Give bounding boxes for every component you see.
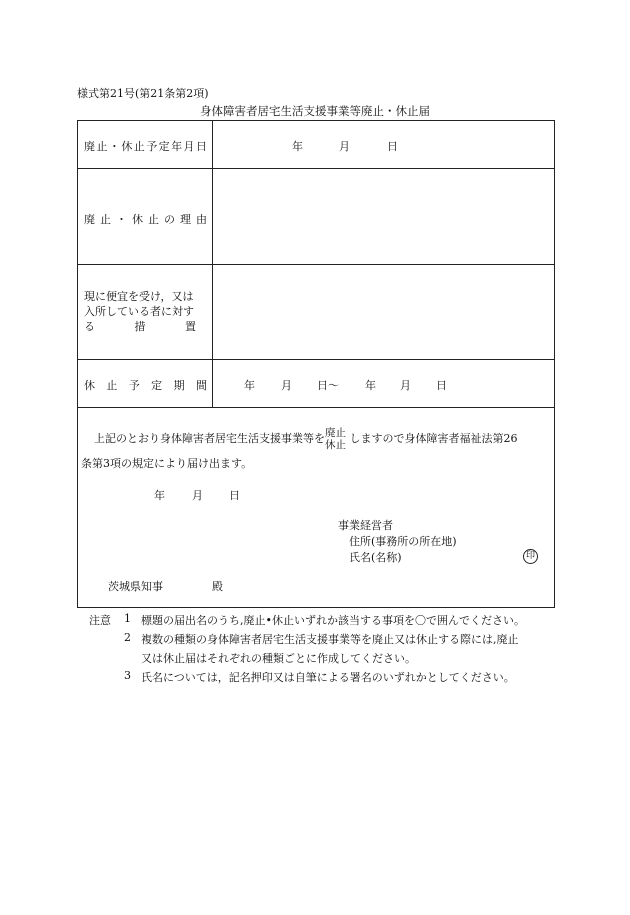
note-3-number: 3: [124, 669, 131, 682]
addressee: 茨城県知事: [108, 580, 163, 593]
note-1-number: 1: [124, 612, 131, 625]
measures-field[interactable]: [213, 265, 554, 359]
seal-mark-icon: 印: [523, 549, 538, 564]
submission-month-field[interactable]: 月: [192, 489, 203, 502]
declaration-line-2: 条第3項の規定により届け出ます。: [81, 457, 253, 470]
honorific: 殿: [212, 580, 223, 593]
note-3-text: 氏名については，記名押印又は自筆による署名のいずれかとしてください。: [141, 671, 515, 684]
operator-heading: 事業経営者: [338, 519, 393, 532]
name-label: 氏名(名称): [349, 551, 402, 564]
row-divider: [78, 359, 554, 360]
note-2-number: 2: [124, 631, 131, 644]
notes-label: 注意: [89, 614, 111, 627]
note-2-text: 複数の種類の身体障害者居宅生活支援事業等を廃止又は休止する際には,廃止: [141, 633, 519, 646]
address-label: 住所(事務所の所在地): [349, 535, 457, 548]
date-year-field[interactable]: 年: [292, 140, 303, 153]
declaration-line-1: 上記のとおり身体障害者居宅生活支援事業等を廃止 休止 しますので身体障害者福祉法第26: [94, 427, 518, 451]
period-to-day[interactable]: 日: [436, 379, 447, 392]
submission-day-field[interactable]: 日: [229, 489, 240, 502]
period-to-month[interactable]: 月: [400, 379, 411, 392]
note-1-text: 標題の届出名のうち,廃止•休止いずれか該当する事項を〇で囲んでください。: [141, 614, 525, 627]
reason-field[interactable]: [213, 169, 554, 264]
option-suspend[interactable]: 休止: [325, 439, 346, 451]
period-from-year[interactable]: 年: [244, 379, 255, 392]
suspension-period-label: 休 止 予 定 期 間: [84, 379, 207, 392]
form-number: 様式第21号(第21条第2項): [77, 87, 209, 100]
abolish-suspend-options[interactable]: [325, 427, 346, 451]
document-title: 身体障害者居宅生活支援事業等廃止・休止届: [200, 104, 430, 118]
submission-year-field[interactable]: 年: [154, 489, 165, 502]
row-divider: [78, 407, 554, 408]
reason-label: 廃 止 ・ 休 止 の 理 由: [84, 213, 207, 226]
notification-form-table: [77, 120, 555, 608]
date-month-field[interactable]: 月: [339, 140, 350, 153]
option-abolish[interactable]: 廃止: [325, 427, 346, 439]
note-2-text-cont: 又は休止届はそれぞれの種類ごとに作成してください。: [141, 652, 416, 665]
date-day-field[interactable]: 日: [387, 140, 398, 153]
period-from-month[interactable]: 月: [281, 379, 292, 392]
period-from-day[interactable]: 日〜: [317, 379, 339, 392]
measures-label: 現に便宜を受け，又は 入所している者に対す る 措 置: [84, 290, 196, 333]
period-to-year[interactable]: 年: [365, 379, 376, 392]
scheduled-date-label: 廃 止 ・ 休 止 予 定 年 月 日: [84, 140, 207, 153]
